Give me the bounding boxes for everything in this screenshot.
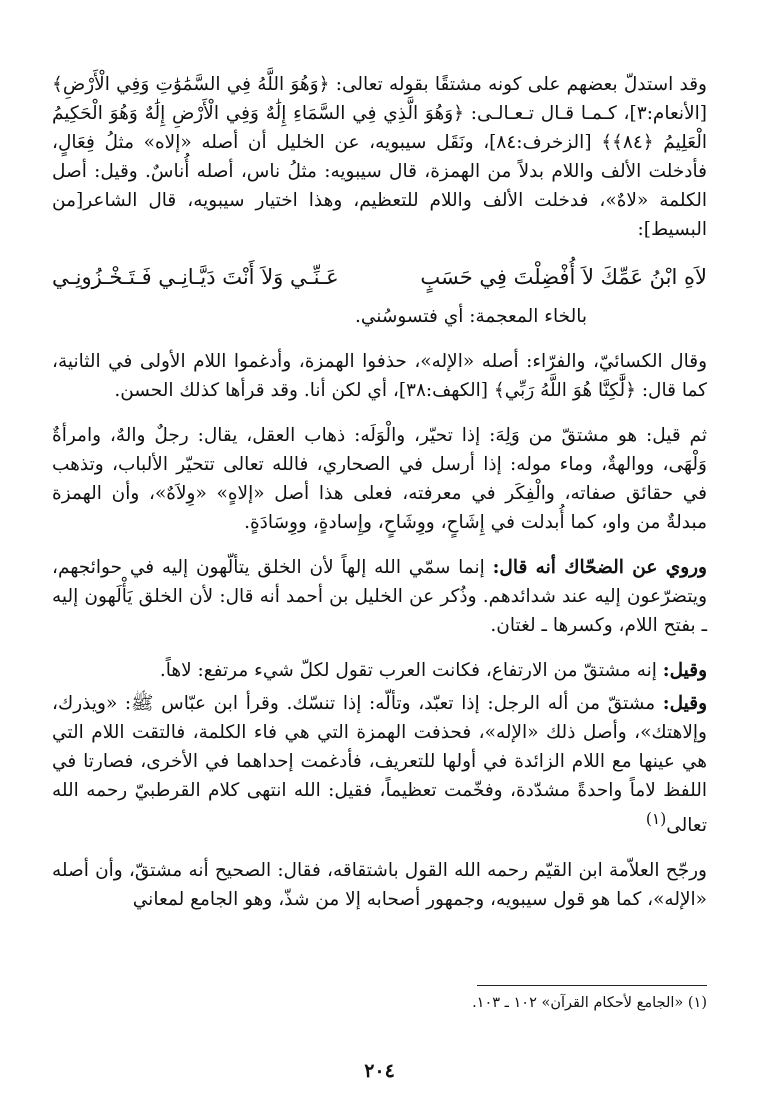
footnote: (١) «الجامع لأحكام القرآن» ١٠٢ ـ ١٠٣.: [472, 995, 707, 1011]
paragraph-derivation: وقد استدلّ بعضهم على كونه مشتقًا بقوله تعالى: ﴿وَهُوَ اللَّهُ فِي السَّمَٰوَٰتِ وَفِي الْأَرْضِ﴾ [الأنعام:٣]، كـمـا قـال تـعـالـى: ﴿وَهُوَ الَّذِي فِي السَّمَاءِ إِلَٰهٌ وَفِي الْأَرْضِ إِلَٰهٌ وَهُوَ الْحَكِيمُ الْعَلِيمُ ﴿٨٤﴾﴾ [الزخرف:٨٤]، ونَقَل سيبويه، عن الخليل أن أصله «إلاه» مثلُ فِعَالٍ، فأدخلت الألف واللام بدلاً من الهمزة، قال سيبويه: مثلُ ناس، أصله أُناسٌ. وقيل: أصل الكلمة «لاهٌ»، فدخلت الألف واللام للتعظيم، وهذا اختيار سيبويه، قال الشاعر[من البسيط]:: [52, 74, 707, 240]
irtifa-lead: وقيل:: [662, 660, 707, 681]
dahhak-text: إنما سمّي الله إلهاً لأن الخلق يتألّهون إليه في حوائجهم، ويتضرّعون إليه عند شدائدهم. وذُكر عن الخليل بن أحمد أنه قال: لأن الخلق يَأْلَهون إليه ـ بفتح اللام، وكسرها ـ لغتان.: [52, 557, 707, 636]
irtifa-text: إنه مشتقّ من الارتفاع، فكانت العرب تقول لكلّ شيء مرتفع: لاهاً.: [159, 660, 663, 681]
taalluh-text: مشتقّ من أله الرجل: إذا تعبّد، وتألّه: إذا تنسّك. وقرأ ابن عبّاس ﷺ: «ويذرك، وإلاهتك»، وأصل ذلك «الإله»، فحذفت الهمزة التي هي فاء الكلمة، فالتقت اللام التي هي عينها مع اللام الزائدة في أولها للتعريف، فأدغمت إحداهما في الأخرى، فصارتا في اللفظ لاماً واحدةً مشدّدة، وفخّمت تعظيماً، فقيل: الله انتهى كلام القرطبيّ رحمه الله تعالى: [52, 693, 707, 837]
paragraph-dahhak: [52, 553, 707, 640]
taalluh-lead: وقيل:: [662, 693, 707, 714]
footnote-marker: (١): [645, 810, 667, 828]
paragraph-irtifa: [52, 656, 707, 685]
paragraph-taalluh: [52, 689, 707, 840]
poem-second-hemistich: عَـنِّـي وَلاَ أَنْتَ دَيَّـانِـي فَـتَـخْـزُونِـي: [52, 265, 339, 289]
page-body: [52, 70, 707, 1101]
poem-verse: [52, 260, 707, 294]
paragraph-kisai: وقال الكسائيّ، والفرّاء: أصله «الإله»، حذفوا الهمزة، وأدغموا اللام الأولى في الثانية، كما قال: ﴿لَّٰكِنَّا هُوَ اللَّهُ رَبِّي﴾ [الكهف:٣٨]، أي لكن أنا. وقد قرأها كذلك الحسن.: [52, 351, 707, 401]
footnote-separator: [477, 985, 707, 986]
poem-note: بالخاء المعجمة: أي فتسوسُني.: [354, 306, 587, 327]
dahhak-lead: وروي عن الضحّاك أنه قال:: [492, 557, 707, 578]
paragraph-walah: ثم قيل: هو مشتقّ من وَلِهَ: إذا تحيّر، والْوَلَه: ذهاب العقل، يقال: رجلٌ والهٌ، وامرأةٌ وَلْهَى، ووالهةٌ، وماء موله: إذا أرسل في الصحاري، فالله تعالى تتحيّر الألباب، وتذهب في حقائق صفاته، والْفِكَر في معرفته، فعلى هذا أصل «إلاهٍ» «وِلاَهٌ»، وأن الهمزة مبدلةٌ من واو، كما أُبدلت في إِشَاحٍ، ووِشَاحٍ، وإِسادةٍ، ووِسَادَةٍ.: [52, 425, 707, 533]
poem-first-hemistich: لاَهِ ابْنُ عَمِّكَ لاَ أُفْضِلْتَ فِي حَسَبٍ: [420, 265, 707, 289]
page-number: ٢٠٤: [364, 1060, 395, 1082]
paragraph-ibn-qayyim: ورجّح العلاّمة ابن القيّم رحمه الله القول باشتقاقه، فقال: الصحيح أنه مشتقّ، وأن أصله «الإله»، كما هو قول سيبويه، وجمهور أصحابه إلا من شذّ، وهو الجامع لمعاني: [52, 860, 707, 911]
